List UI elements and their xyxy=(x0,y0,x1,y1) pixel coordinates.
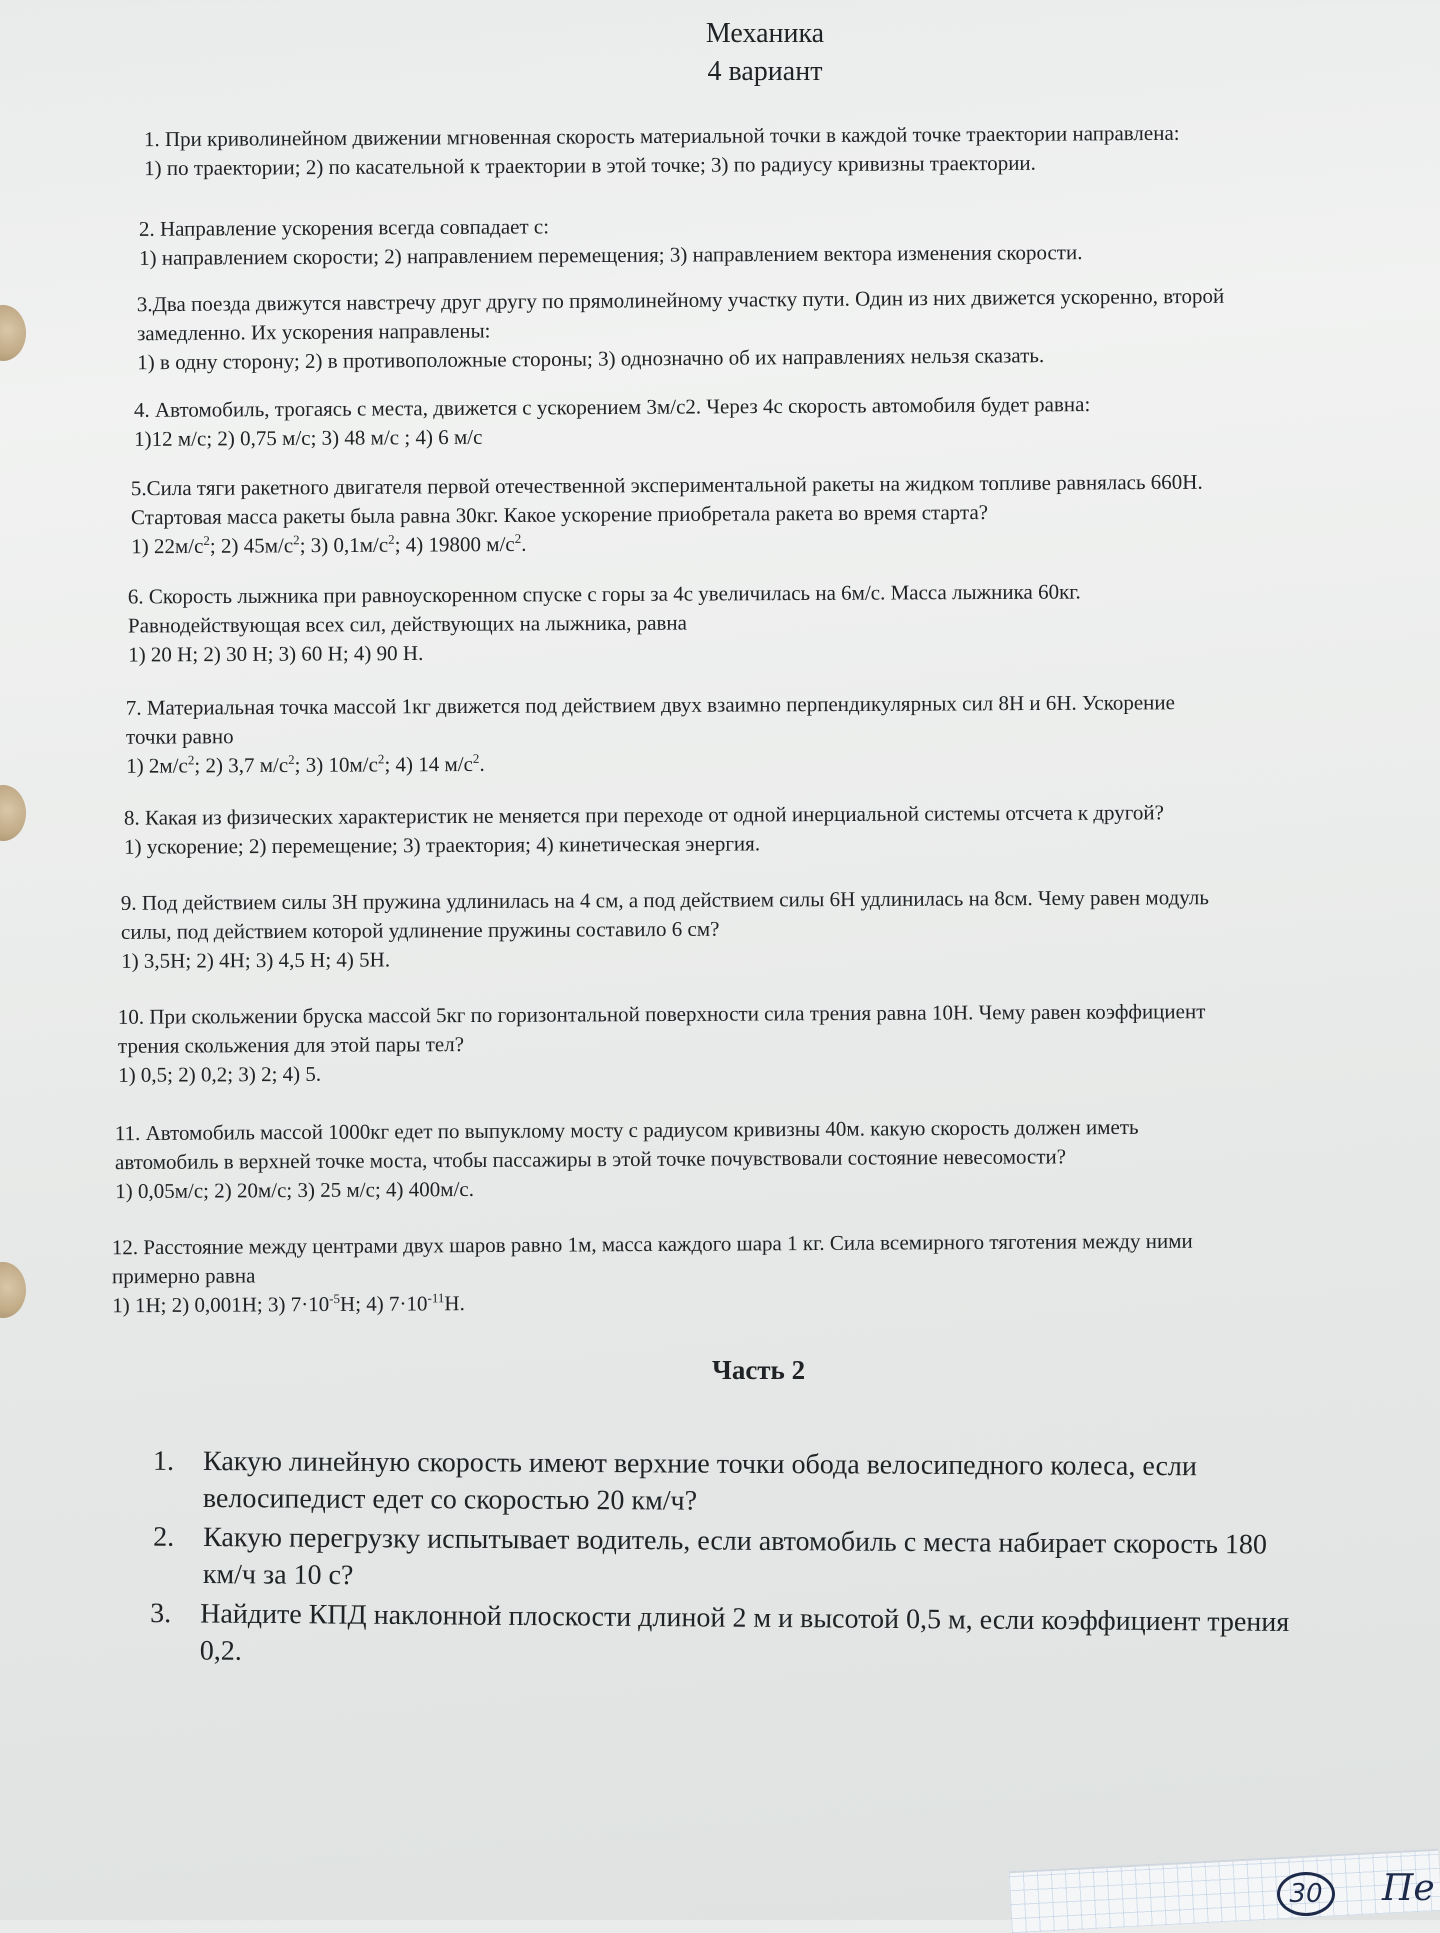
question-options: 1) 0,05м/с; 2) 20м/с; 3) 25 м/с; 4) 400м/с. xyxy=(115,1176,475,1204)
question-options: 1) в одну сторону; 2) в противоположные стороны; 3) однозначно об их направлениях нельзя сказать. xyxy=(137,343,1045,375)
page-title: Механика xyxy=(705,18,825,49)
part2-title: Часть 2 xyxy=(712,1355,806,1385)
question-1 xyxy=(144,119,1180,183)
part2-item-2 xyxy=(153,1519,1393,1602)
notebook-corner xyxy=(1009,1849,1440,1933)
question-text: 12. Расстояние между центрами двух шаров равно 1м, масса каждого шара 1 кг. Сила всемирного тяготения между ними xyxy=(111,1228,1193,1260)
item-number: 1. xyxy=(153,1445,175,1477)
question-9 xyxy=(121,883,1209,976)
question-options: 1) направлением скорости; 2) направлением перемещения; 3) направлением вектора изменения скорости. xyxy=(139,240,1083,270)
question-text: 9. Под действием силы 3Н пружина удлинилась на 4 см, а под действием силы 6Н удлинилась на 8см. Чему равен модуль xyxy=(120,885,1209,915)
question-4 xyxy=(134,390,1091,454)
question-text: 10. При скольжении бруска массой 5кг по горизонтальной поверхности сила трения равна 10Н. Чему равен коэффициент xyxy=(117,999,1206,1029)
punch-hole xyxy=(0,305,26,361)
question-options: 1)12 м/с; 2) 0,75 м/с; 3) 48 м/с ; 4) 6 м/с xyxy=(134,424,483,451)
part2-item-1 xyxy=(153,1443,1393,1523)
part2-item-3 xyxy=(150,1595,1411,1679)
question-text: точки равно xyxy=(125,724,234,749)
question-text: Равнодействующая всех сил, действующих на лыжника, равна xyxy=(127,610,688,638)
item-text xyxy=(200,1595,1290,1678)
handwritten-text: Пе xyxy=(1382,1868,1435,1909)
question-7 xyxy=(126,688,1176,780)
question-10 xyxy=(118,997,1206,1090)
question-options: 1) 3,5Н; 2) 4Н; 3) 4,5 Н; 4) 5Н. xyxy=(121,947,391,973)
question-text: примерно равна xyxy=(111,1263,256,1289)
question-options: 1) $2м/с^2$; 2) 3,7 $м/с^2$; 3) $10м/с^2$; 4) 14 $м/с^2$. xyxy=(126,750,485,778)
question-5 xyxy=(131,468,1203,562)
question-text: 5.Сила тяги ракетного двигателя первой отечественной экспериментальной ракеты на жидком топливе равнялась 660Н. xyxy=(130,469,1203,501)
question-8 xyxy=(124,798,1164,861)
question-text: 3.Два поезда движутся навстречу друг другу по прямолинейному участку пути. Один из них движется ускоренно, второй xyxy=(136,283,1225,317)
question-text: 11. Автомобиль массой 1000кг едет по выпуклому мосту с радиусом кривизны 40м. какую скорость должен иметь xyxy=(114,1114,1139,1146)
question-options: 1) ускорение; 2) перемещение; 3) траектория; 4) кинетическая энергия. xyxy=(124,831,761,859)
item-number: 2. xyxy=(153,1521,175,1553)
question-text: Стартовая масса ракеты была равна 30кг. Какое ускорение приобретала ракета во время старта? xyxy=(130,500,989,530)
item-text-line: км/ч за 10 с? xyxy=(202,1559,354,1592)
item-text-line: Какую линейную скорость имеют верхние точки обода велосипедного колеса, если xyxy=(203,1446,1198,1483)
variant-label: 4 вариант xyxy=(707,56,823,87)
question-2 xyxy=(139,209,1083,273)
question-3 xyxy=(137,282,1225,378)
punch-hole xyxy=(0,785,26,841)
item-text-line: Найдите КПД наклонной плоскости длиной 2 м и высотой 0,5 м, если коэффициент трения xyxy=(200,1598,1290,1638)
question-options: 1) $22м/с^2$; 2) $45м/с^2$; 3) $0,1м/с^2$; 4) 19800 $м/с^2$. xyxy=(131,530,527,559)
question-6 xyxy=(128,578,1081,670)
item-text xyxy=(203,1443,1197,1522)
punch-hole xyxy=(0,1262,26,1318)
item-number: 3. xyxy=(150,1598,172,1630)
question-text: 6. Скорость лыжника при равноускоренном спуске с горы за 4с увеличилась на 6м/с. Масса лыжника 60кг. xyxy=(127,579,1081,609)
question-11 xyxy=(115,1113,1139,1206)
question-text: 7. Материальная точка массой 1кг движется под действием двух взаимно перпендикулярных сил 8Н и 6Н. Ускорение xyxy=(125,690,1175,720)
question-options: 1) 0,5; 2) 0,2; 3) 2; 4) 5. xyxy=(118,1061,322,1087)
item-text-line: 0,2. xyxy=(199,1635,242,1667)
question-text: трения скольжения для этой пары тел? xyxy=(117,1032,465,1058)
question-text: силы, под действием которой удлинение пружины составило 6 см? xyxy=(120,916,720,944)
question-text: 1. При криволинейном движении мгновенная скорость материальной точки в каждой точке траектории направлена: xyxy=(143,120,1180,152)
item-text xyxy=(203,1519,1267,1600)
question-text: 4. Автомобиль, трогаясь с места, движется с ускорением 3м/с2. Через 4с скорость автомобиля будет равна: xyxy=(133,392,1091,422)
item-text-line: велосипедист едет со скоростью 20 км/ч? xyxy=(202,1483,698,1517)
question-text: замедленно. Их ускорения направлены: xyxy=(136,318,491,346)
question-options: 1) 1Н; 2) 0,001Н; 3) $7\cdot 10^{-5}Н$; 4) $7\cdot 10^{-11}Н$. xyxy=(112,1290,465,1318)
question-options: 1) 20 Н; 2) 30 Н; 3) 60 Н; 4) 90 Н. xyxy=(128,640,424,667)
question-text: 2. Направление ускорения всегда совпадает с: xyxy=(138,214,550,241)
question-options: 1) по траектории; 2) по касательной к траектории в этой точке; 3) по радиусу кривизны траектории. xyxy=(144,150,1036,181)
item-text-line: Какую перегрузку испытывает водитель, если автомобиль с места набирает скорость 180 xyxy=(203,1522,1268,1561)
question-text: автомобиль в верхней точке моста, чтобы пассажиры в этой точке почувствовали состояние невесомости? xyxy=(114,1144,1067,1175)
page-number: 30 xyxy=(1277,1872,1335,1916)
question-12 xyxy=(112,1227,1193,1321)
question-text: 8. Какая из физических характеристик не меняется при переходе от одной инерциальной системы отсчета к другой? xyxy=(123,800,1164,830)
